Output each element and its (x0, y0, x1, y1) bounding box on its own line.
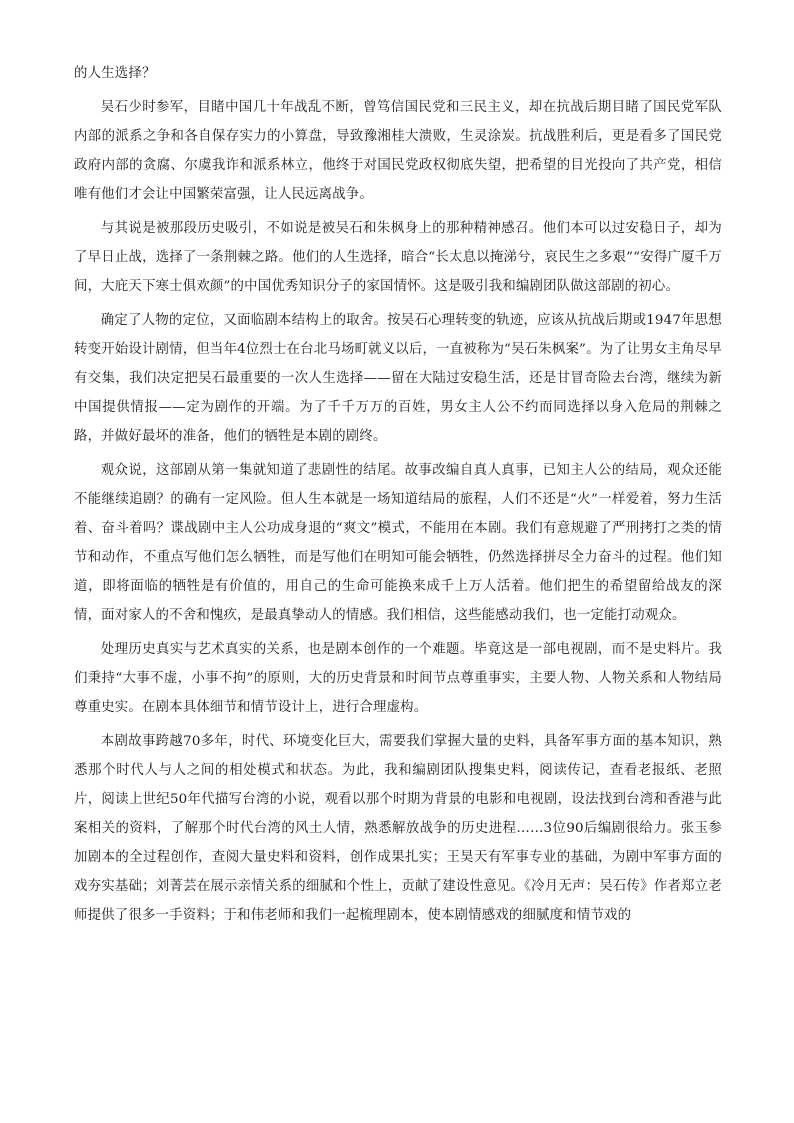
paragraph: 的人生选择？ (74, 66, 156, 81)
paragraph: 确定了人物的定位，又面临剧本结构上的取舍。按吴石心理转变的轨迹，应该从抗战后期或1947年思想转变开始设计剧情，但当年4位烈士在台北马场町就义以后，一直被称为“吴石朱枫案”。为了让男女主角尽早有交集，我们决定把吴石最重要的一次人生选择——留在大陆过安稳生活，还是甘冒奇险去台湾，继续为新中国提供情报——定为剧作的开端。为了千千万万的百姓，男女主人公不约而同选择以身入危局的荆棘之路，并做好最坏的准备，他们的牺牲是本剧的剧终。 (74, 313, 722, 444)
document-page (74, 59, 722, 935)
paragraph: 与其说是被那段历史吸引，不如说是被吴石和朱枫身上的那种精神感召。他们本可以过安稳日子，却为了早日止战，选择了一条荆棘之路。他们的人生选择，暗合“长太息以掩涕兮，哀民生之多艰”“安得广厦千万间，大庇天下寒士俱欢颜”的中国优秀知识分子的家国情怀。这是吸引我和编剧团队做这部剧的初心。 (74, 221, 722, 294)
paragraph: 观众说，这部剧从第一集就知道了悲剧性的结尾。故事改编自真人真事，已知主人公的结局，观众还能不能继续追剧？的确有一定风险。但人生本就是一场知道结局的旅程，人们不还是“火”一样爱着，努力生活着、奋斗着吗？谍战剧中主人公功成身退的“爽文”模式，不能用在本剧。我们有意规避了严刑拷打之类的情节和动作，不重点写他们怎么牺牲，而是写他们在明知可能会牺牲，仍然选择拼尽全力奋斗的过程。他们知道，即将面临的牺牲是有价值的，用自己的生命可能换来成千上万人活着。他们把生的希望留给战友的深情，面对家人的不舍和愧疚，是最真挚动人的情感。我们相信，这些能感动我们，也一定能打动观众。 (74, 463, 722, 623)
paragraph: 处理历史真实与艺术真实的关系，也是剧本创作的一个难题。毕竟这是一部电视剧，而不是史料片。我们秉持“大事不虚，小事不拘”的原则，大的历史背景和时间节点尊重事实，主要人物、人物关系和人物结局尊重史实。在剧本具体细节和情节设计上，进行合理虚构。 (74, 642, 722, 715)
paragraph: 本剧故事跨越70多年，时代、环境变化巨大，需要我们掌握大量的史料，具备军事方面的基本知识，熟悉那个时代人与人之间的相处模式和状态。为此，我和编剧团队搜集史料，阅读传记，查看老报纸、老照片，阅读上世纪50年代描写台湾的小说，观看以那个时期为背景的电影和电视剧，设法找到台湾和香港与此案相关的资料，了解那个时代台湾的风土人情，熟悉解放战争的历史进程……3位90后编剧很给力。张玉参加剧本的全过程创作，查阅大量史料和资料，创作成果扎实；王昊天有军事专业的基础，为剧中军事方面的戏夯实基础；刘菁芸在展示亲情关系的细腻和个性上，贡献了建设性意见。《冷月无声：吴石传》作者郑立老师提供了很多一手资料；于和伟老师和我们一起梳理剧本，使本剧情感戏的细腻度和情节戏的 (74, 734, 722, 923)
paragraph: 吴石少时参军，目睹中国几十年战乱不断，曾笃信国民党和三民主义，却在抗战后期目睹了国民党军队内部的派系之争和各自保存实力的小算盘，导致豫湘桂大溃败，生灵涂炭。抗战胜利后，更是看多了国民党政府内部的贪腐、尔虞我诈和派系林立，他终于对国民党政权彻底失望，把希望的目光投向了共产党，相信唯有他们才会让中国繁荣富强，让人民远离战争。 (74, 100, 722, 202)
